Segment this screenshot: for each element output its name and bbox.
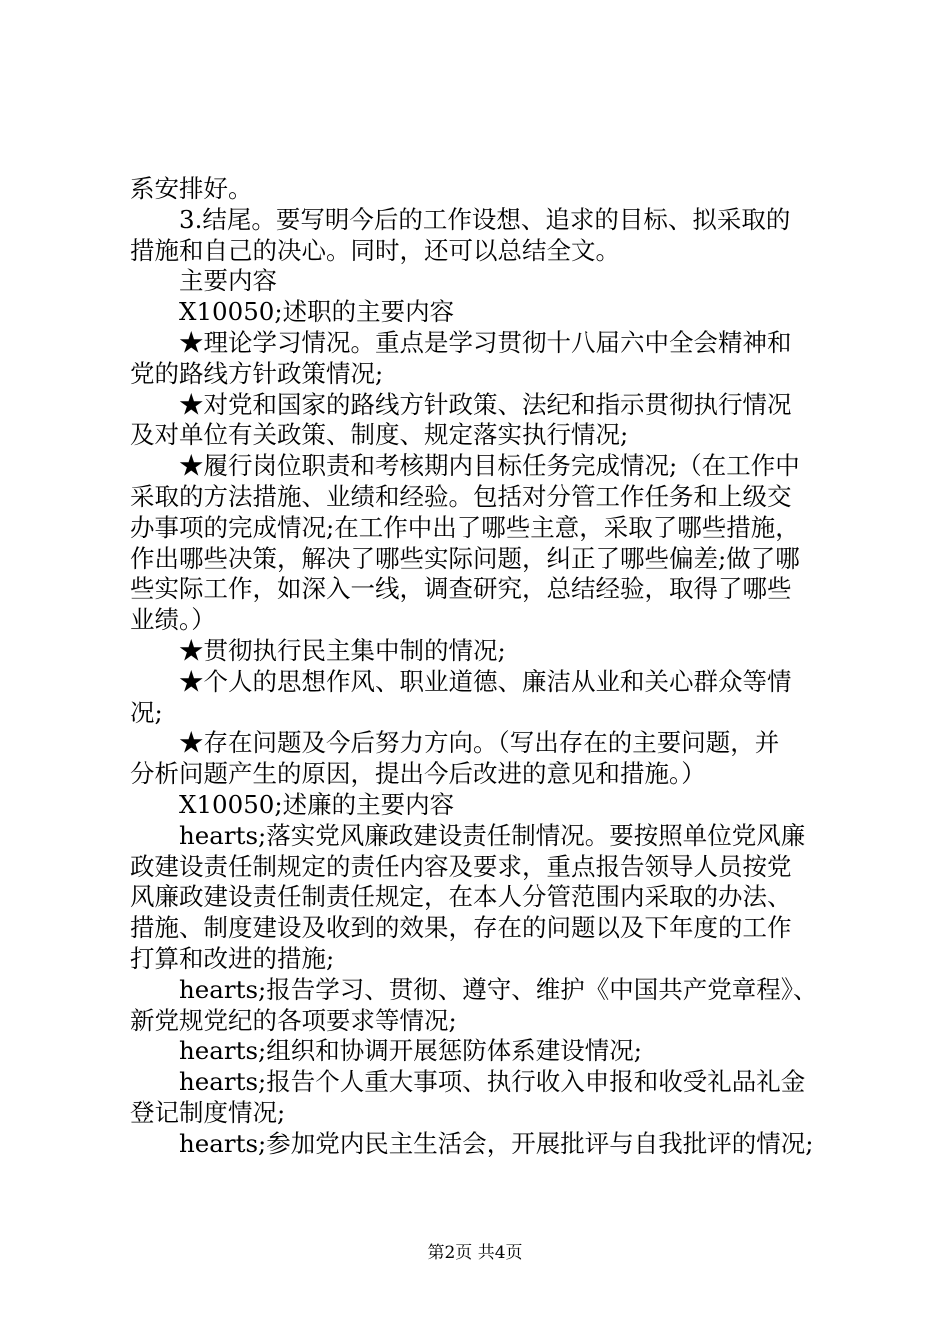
subsection-heading: X10050;述职的主要内容 <box>179 297 455 327</box>
body-line: ★履行岗位职责和考核期内目标任务完成情况;（在工作中 <box>179 451 800 481</box>
page-number-label: 第2页 共4页 <box>427 1243 523 1263</box>
document-body <box>130 174 830 1160</box>
body-line: 分析问题产生的原因，提出今后改进的意见和措施。） <box>130 759 706 789</box>
body-line: hearts;报告个人重大事项、执行收入申报和收受礼品礼金 <box>179 1067 806 1097</box>
body-line: 3.结尾。要写明今后的工作设想、追求的目标、拟采取的 <box>179 204 791 234</box>
body-line: 些实际工作，如深入一线，调查研究，总结经验，取得了哪些 <box>130 574 792 604</box>
page-footer <box>0 1242 950 1264</box>
body-line: 政建设责任制规定的责任内容及要求，重点报告领导人员按党 <box>130 851 792 881</box>
body-line: 作出哪些决策，解决了哪些实际问题，纠正了哪些偏差;做了哪 <box>130 543 800 573</box>
body-line: ★理论学习情况。重点是学习贯彻十八届六中全会精神和 <box>179 327 792 357</box>
body-line: hearts;参加党内民主生活会，开展批评与自我批评的情况; <box>179 1128 814 1158</box>
body-line: hearts;报告学习、贯彻、遵守、维护《中国共产党章程》、 <box>179 974 818 1004</box>
body-line: 况; <box>130 697 163 727</box>
body-line: 及对单位有关政策、制度、规定落实执行情况; <box>130 420 629 450</box>
body-line: 办事项的完成情况;在工作中出了哪些主意，采取了哪些措施， <box>130 512 800 542</box>
body-line: 措施、制度建设及收到的效果，存在的问题以及下年度的工作 <box>130 913 792 943</box>
body-line: 系安排好。 <box>130 174 253 203</box>
body-line: 党的路线方针政策情况; <box>130 358 384 388</box>
body-line: 登记制度情况; <box>130 1097 286 1127</box>
body-line: hearts;组织和协调开展惩防体系建设情况; <box>179 1036 643 1066</box>
body-line: 新党规党纪的各项要求等情况; <box>130 1005 457 1035</box>
body-line: 业绩。） <box>130 605 216 635</box>
body-line: 措施和自己的决心。同时，还可以总结全文。 <box>130 235 620 265</box>
body-line: ★对党和国家的路线方针政策、法纪和指示贯彻执行情况 <box>179 389 792 419</box>
body-line: 风廉政建设责任制责任规定，在本人分管范围内采取的办法、 <box>130 882 792 912</box>
body-line: 采取的方法措施、业绩和经验。包括对分管工作任务和上级交 <box>130 481 792 511</box>
body-line: hearts;落实党风廉政建设责任制情况。要按照单位党风廉 <box>179 820 806 850</box>
body-line: 打算和改进的措施; <box>130 943 335 973</box>
body-line: ★个人的思想作风、职业道德、廉洁从业和关心群众等情 <box>179 666 792 696</box>
section-heading: 主要内容 <box>179 266 277 296</box>
body-line: ★存在问题及今后努力方向。（写出存在的主要问题，并 <box>179 728 780 758</box>
subsection-heading: X10050;述廉的主要内容 <box>179 789 455 819</box>
body-line: ★贯彻执行民主集中制的情况; <box>179 635 506 665</box>
